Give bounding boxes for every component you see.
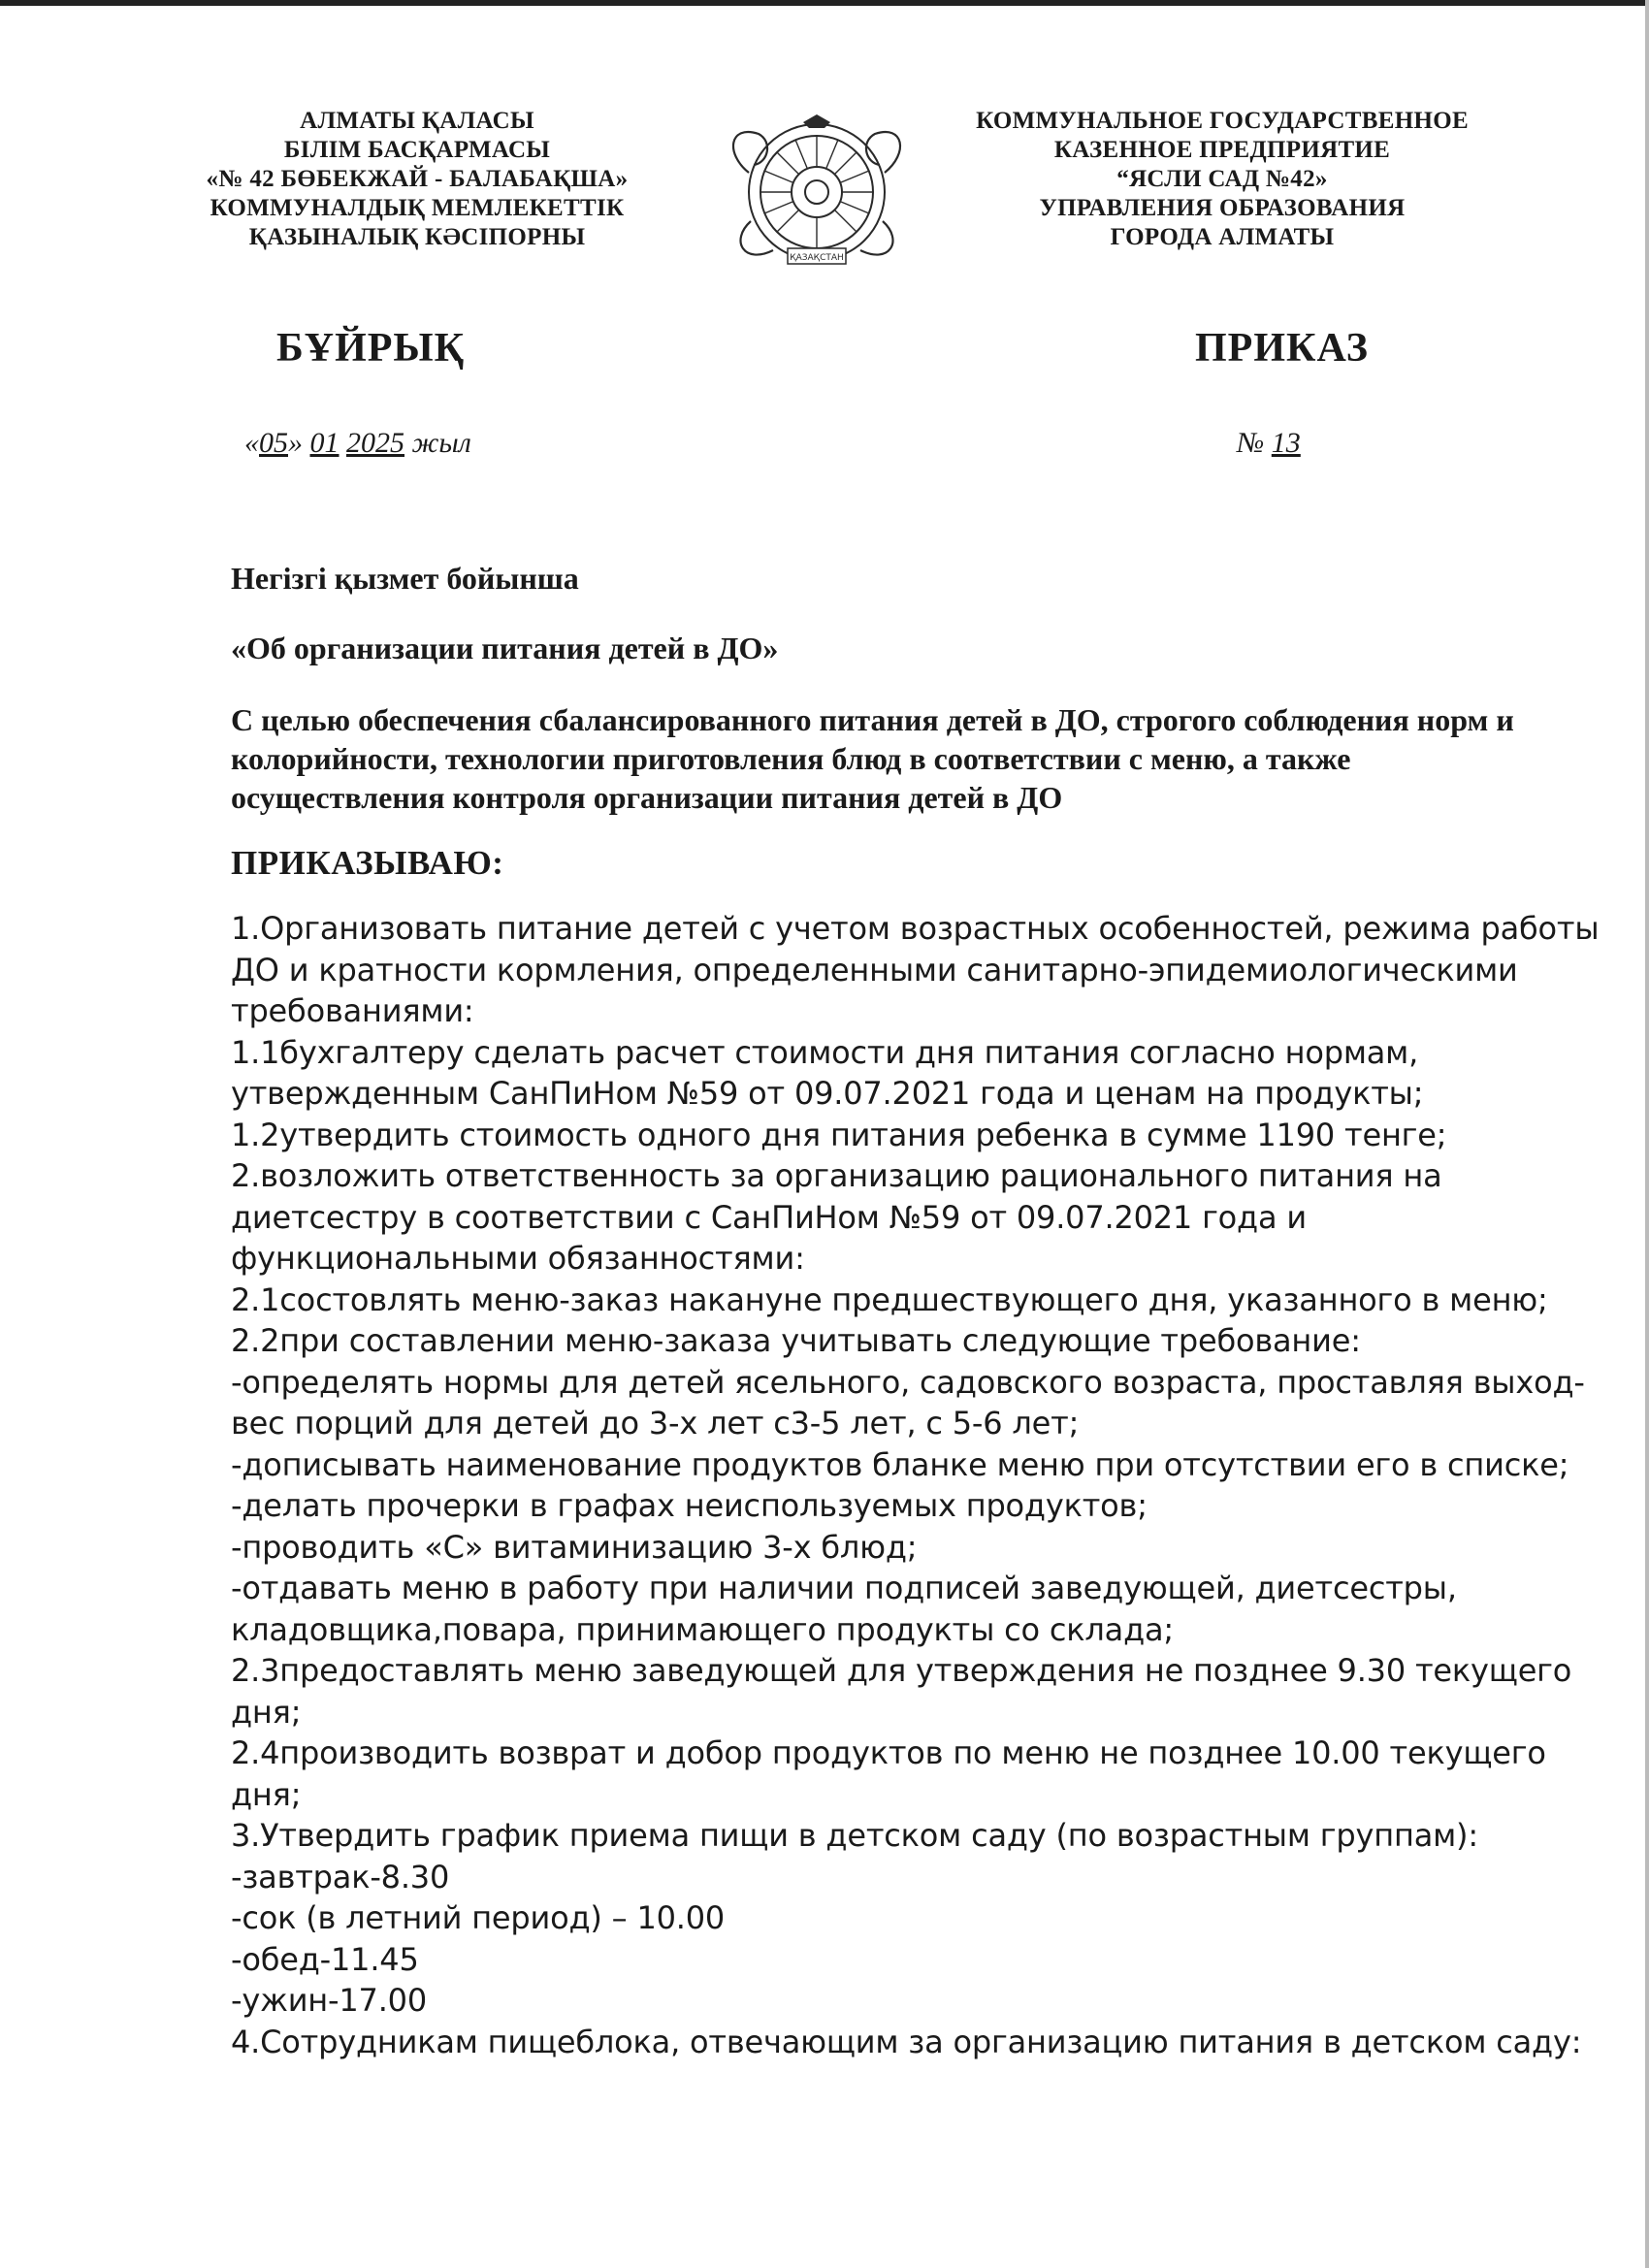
header-left-kz	[136, 107, 698, 252]
body-line: 2.3предоставлять меню заведующей для утверждения не позднее 9.30 текущего	[231, 1652, 1572, 1689]
header-left-line: ҚАЗЫНАЛЫҚ КӘСІПОРНЫ	[248, 224, 586, 250]
body-line: дня;	[231, 1775, 302, 1813]
body-line: вес порций для детей до 3-х лет с3-5 лет, с 5-6 лет;	[231, 1405, 1080, 1442]
order-word: ПРИКАЗЫВАЮ:	[231, 844, 504, 882]
order-date	[244, 427, 471, 460]
header-right-line: УПРАВЛЕНИЯ ОБРАЗОВАНИЯ	[1039, 195, 1406, 221]
body-line: 2.4производить возврат и добор продуктов по меню не позднее 10.00 текущего	[231, 1734, 1546, 1771]
header-right-line: КАЗЕННОЕ ПРЕДПРИЯТИЕ	[1053, 137, 1391, 163]
date-day: 05	[259, 427, 288, 459]
date-year: 2025	[346, 427, 404, 459]
body-line: 4.Сотрудникам пищеблока, отвечающим за организацию питания в детском саду:	[231, 2023, 1582, 2060]
body-line: -отдавать меню в работу при наличии подписей заведующей, диетсестры,	[231, 1570, 1457, 1606]
number-prefix: №	[1237, 427, 1265, 459]
body-line: -проводить «С» витаминизацию 3-х блюд;	[231, 1528, 918, 1566]
emblem-caption: ҚАЗАҚСТАН	[790, 253, 844, 263]
header-right-line: ГОРОДА АЛМАТЫ	[1110, 224, 1335, 250]
date-close-quote: »	[288, 427, 303, 459]
body-line: 3.Утвердить график приема пищи в детском саду (по возрастным группам):	[231, 1817, 1478, 1854]
body-line: -определять нормы для детей ясельного, садовского возраста, проставляя выход-	[231, 1363, 1585, 1401]
body-line: утвержденным СанПиНом №59 от 09.07.2021 года и ценам на продукты;	[231, 1075, 1424, 1112]
scan-edge-right	[1645, 0, 1649, 2268]
header-left-line: АЛМАТЫ ҚАЛАСЫ	[300, 108, 534, 134]
date-open-quote: «	[244, 427, 259, 459]
order-purpose: С целью обеспечения сбалансированного питания детей в ДО, строгого соблюдения норм и колорийности, технологии приготовления блюд в соответствии с меню, а также осуществления контроля организации питания детей в ДО	[231, 702, 1514, 815]
body-line: кладовщика,повара, принимающего продукты со склада;	[231, 1610, 1174, 1648]
number-value: 13	[1271, 427, 1301, 459]
state-emblem-icon	[720, 114, 914, 279]
date-suffix: жыл	[411, 427, 471, 459]
body-line: 2.1состовлять меню-заказ накануне предшествующего дня, указанного в меню;	[231, 1280, 1548, 1318]
order-items	[231, 908, 1600, 2062]
body-line: -обед-11.45	[231, 1940, 419, 1978]
order-number	[1237, 427, 1301, 460]
header-right-line: “ЯСЛИ САД №42»	[1116, 166, 1328, 192]
header-left-line: КОММУНАЛДЫҚ МЕМЛЕКЕТТІК	[210, 195, 625, 221]
body-line: 2.возложить ответственность за организацию рационального питания на	[231, 1157, 1442, 1194]
body-line: 1.Организовать питание детей с учетом возрастных особенностей, режима работы	[231, 910, 1600, 947]
scan-edge-top	[0, 0, 1649, 6]
header-right-line: КОММУНАЛЬНОЕ ГОСУДАРСТВЕННОЕ	[976, 108, 1469, 134]
body-line: -делать прочерки в графах неиспользуемых продуктов;	[231, 1487, 1148, 1524]
title-kz: БҰЙРЫҚ	[276, 326, 466, 371]
body-line: -завтрак-8.30	[231, 1858, 450, 1895]
body-line: 1.1бухгалтеру сделать расчет стоимости дня питания согласно нормам,	[231, 1033, 1419, 1071]
order-subject: «Об организации питания детей в ДО»	[231, 631, 779, 665]
body-line: -дописывать наименование продуктов бланке меню при отсутствии его в списке;	[231, 1445, 1569, 1483]
body-line: -ужин-17.00	[231, 1982, 427, 2019]
header-left-line: «№ 42 БӨБЕКЖАЙ - БАЛАБАҚША»	[206, 166, 629, 192]
body-line: дня;	[231, 1693, 302, 1731]
body-line: 1.2утвердить стоимость одного дня питания ребенка в сумме 1190 тенге;	[231, 1116, 1447, 1153]
header-left-line: БІЛІМ БАСҚАРМАСЫ	[283, 137, 551, 163]
body-line: -сок (в летний период) – 10.00	[231, 1899, 726, 1936]
body-line: функциональными обязанностями:	[231, 1240, 805, 1277]
body-line: ДО и кратности кормления, определенными санитарно-эпидемиологическими	[231, 951, 1518, 988]
document-body	[231, 559, 1600, 2062]
activity-heading: Негізгі қызмет бойынша	[231, 561, 579, 596]
body-line: требованиями:	[231, 992, 474, 1029]
header-right-ru	[902, 107, 1542, 252]
date-month: 01	[309, 427, 340, 459]
body-line: 2.2при составлении меню-заказа учитывать следующие требование:	[231, 1322, 1361, 1359]
title-ru: ПРИКАЗ	[1195, 326, 1369, 371]
body-line: диетсестру в соответствии с СанПиНом №59 от 09.07.2021 года и	[231, 1198, 1307, 1236]
